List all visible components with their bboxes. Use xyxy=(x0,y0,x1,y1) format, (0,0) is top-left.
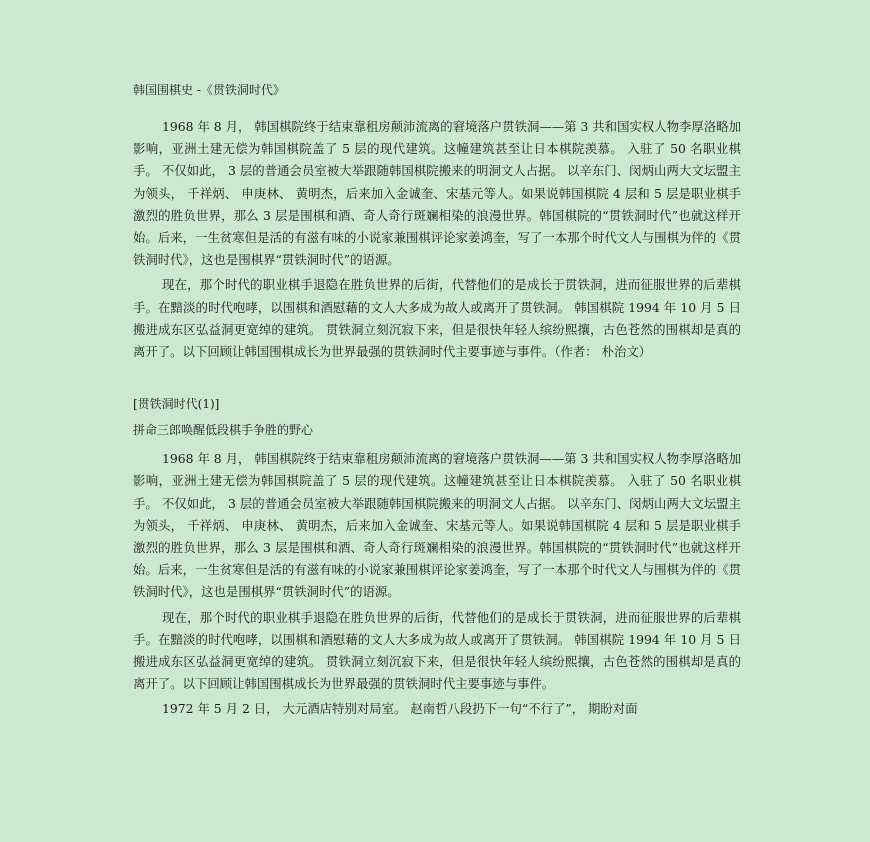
section-label: [贯铁洞时代(1)] xyxy=(133,397,220,412)
section-paragraph-1: 1968 年 8 月， 韩国棋院终于结束靠租房颠沛流离的窘境落户贯铁洞——第 3 共和国实权人物李厚洛略加影响，亚洲土建无偿为韩国棋院盖了 5 层的现代建筑。这幢建筑甚至让日本棋院羡慕。 入驻了 50 名职业棋手。 不仅如此， 3 层的普通会员室被大举跟随韩国棋院搬来的明洞文人占据。 以辛东门、闵炳山两大文坛盟主为领头， 千祥炳、 申庚林、 黄明杰，后来加入金诚奎、宋基元等人。如果说韩国棋院 4 层和 5 层是职业棋手激烈的胜负世界，那么 3 层是围棋和酒、奇人奇行斑斓相染的浪漫世界。韩国棋院的“贯铁洞时代”也就这样开始。后来，一生贫寒但是活的有滋有味的小说家兼围棋评论家姜鸿奎，写了一本那个时代文人与围棋为伴的《贯铁洞时代》，这也是围棋界“贯铁洞时代”的语源。 xyxy=(133,451,741,600)
section-paragraph-2: 现在，那个时代的职业棋手退隐在胜负世界的后街，代替他们的是成长于贯铁洞，进而征服世界的后辈棋手。在黯淡的时代咆哮，以围棋和酒慰藉的文人大多成为故人或离开了贯铁洞。 韩国棋院 1994 年 10 月 5 日搬进成东区弘益洞更宽绰的建筑。 贯铁洞立刻沉寂下来，但是很快年轻人缤纷熙攘，古色苍然的围棋却是真的离开了。以下回顾让韩国围棋成长为世界最强的贯铁洞时代主要事迹与事件。 xyxy=(133,609,741,692)
intro-paragraph-2: 现在，那个时代的职业棋手退隐在胜负世界的后街，代替他们的是成长于贯铁洞，进而征服世界的后辈棋手。在黯淡的时代咆哮，以围棋和酒慰藉的文人大多成为故人或离开了贯铁洞。 韩国棋院 1994 年 10 月 5 日搬进成东区弘益洞更宽绰的建筑。 贯铁洞立刻沉寂下来，但是很快年轻人缤纷熙攘，古色苍然的围棋却是真的离开了。以下回顾让韩国围棋成长为世界最强的贯铁洞时代主要事迹与事件。（作者： 朴治文） xyxy=(133,277,741,360)
section-spacer xyxy=(133,363,741,395)
section-subtitle: 拼命三郎唤醒低段棋手争胜的野心 xyxy=(133,423,314,438)
document-title: 韩国围棋史 -《贯铁洞时代》 xyxy=(133,83,285,97)
section-paragraph-3: 1972 年 5 月 2 日， 大元酒店特别对局室。 赵南哲八段扔下一句“不行了”， 期盼对面 xyxy=(162,701,638,717)
intro-paragraph-1: 1968 年 8 月， 韩国棋院终于结束靠租房颠沛流离的窘境落户贯铁洞——第 3 共和国实权人物李厚洛略加影响，亚洲土建无偿为韩国棋院盖了 5 层的现代建筑。这幢建筑甚至让日本棋院羡慕。 入驻了 50 名职业棋手。 不仅如此， 3 层的普通会员室被大举跟随韩国棋院搬来的明洞文人占据。 以辛东门、闵炳山两大文坛盟主为领头， 千祥炳、 申庚林、 黄明杰，后来加入金诚奎、宋基元等人。如果说韩国棋院 4 层和 5 层是职业棋手激烈的胜负世界，那么 3 层是围棋和酒、奇人奇行斑斓相染的浪漫世界。韩国棋院的“贯铁洞时代”也就这样开始。后来，一生贫寒但是活的有滋有味的小说家兼围棋评论家姜鸿奎，写了一本那个时代文人与围棋为伴的《贯铁洞时代》，这也是围棋界“贯铁洞时代”的语源。 xyxy=(133,119,741,268)
document-body xyxy=(133,81,741,721)
